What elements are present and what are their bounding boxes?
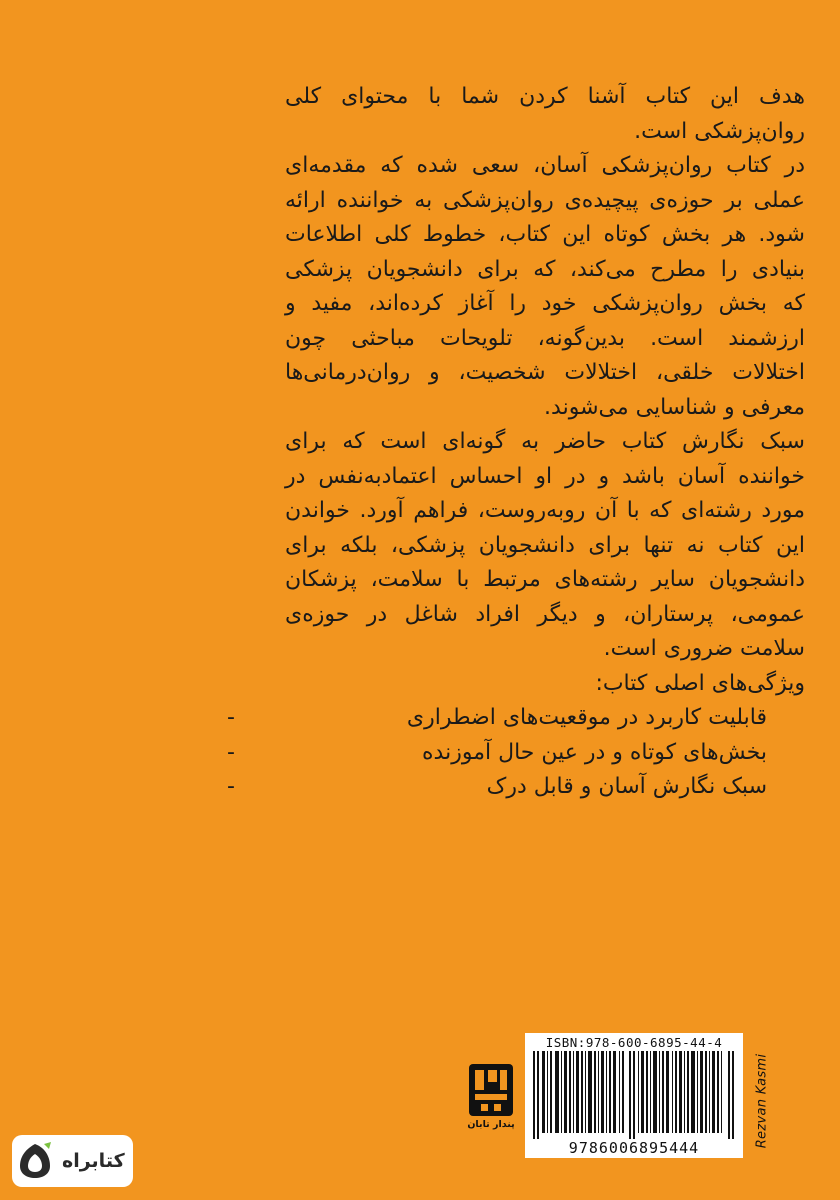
description-line: سلامت ضروری است. bbox=[603, 636, 805, 661]
description-line: در کتاب روان‌پزشکی آسان، سعی شده که مقدمه‌ای bbox=[285, 153, 805, 178]
feature-item bbox=[227, 736, 805, 771]
description-line: عمومی، پرستاران، و دیگر افراد شاغل در حوزه‌ی bbox=[285, 601, 805, 627]
feature-item bbox=[227, 701, 805, 736]
feature-text: سبک نگارش آسان و قابل درک bbox=[486, 774, 767, 799]
isbn-label: ISBN:978-600-6895-44-4 bbox=[545, 1035, 723, 1050]
description-line: هدف این کتاب آشنا کردن شما با محتوای کلی bbox=[285, 84, 805, 109]
publisher-logo bbox=[467, 1062, 515, 1134]
description-line: ارزشمند است. بدین‌گونه، تلویحات مباحثی چون bbox=[285, 325, 805, 351]
description-line: روان‌پزشکی است. bbox=[634, 118, 805, 144]
bullet-dash: - bbox=[227, 774, 235, 799]
description-line: اختلالات خلقی، اختلالات شخصیت، و روان‌درمانی‌ها bbox=[285, 360, 805, 385]
description-line: که بخش روان‌پزشکی خود را آغاز کرده‌اند، مفید و bbox=[285, 291, 805, 316]
author-signature bbox=[752, 1036, 772, 1166]
store-badge[interactable] bbox=[12, 1135, 133, 1187]
bullet-dash: - bbox=[227, 705, 235, 730]
badge-label: کتابراه bbox=[62, 1150, 125, 1172]
feature-text: قابلیت کاربرد در موقعیت‌های اضطراری bbox=[406, 705, 767, 730]
signature-text: Rezvan Kasmi bbox=[754, 1053, 770, 1149]
description-text bbox=[227, 80, 805, 805]
description-line: دانشجویان سایر رشته‌های مرتبط با سلامت، پزشکان bbox=[285, 567, 805, 592]
barcode-digits: 9786006895444 bbox=[568, 1139, 700, 1157]
description-line: عملی بر حوزه‌ی پیچیده‌ی روان‌پزشکی به خواننده ارائه bbox=[285, 187, 805, 213]
description-line: بنیادی را مطرح می‌کند، که برای دانشجویان پزشکی bbox=[285, 256, 805, 282]
bullet-dash: - bbox=[227, 739, 235, 765]
description-line: سبک نگارش کتاب حاضر به گونه‌ای است که برای bbox=[285, 429, 805, 454]
isbn-barcode bbox=[525, 1033, 743, 1158]
feature-text: بخش‌های کوتاه و در عین حال آموزنده bbox=[422, 739, 767, 765]
description-line: شود. هر بخش کوتاه این کتاب، خطوط کلی اطلاعات bbox=[285, 222, 805, 247]
barcode-bars bbox=[533, 1051, 735, 1139]
description-line: خواننده آسان باشد و در او احساس اعتمادبه‌نفس در bbox=[285, 463, 805, 489]
description-line: مورد رشته‌ای که با آن روبه‌روست، فراهم آورد. خواندن bbox=[285, 498, 805, 523]
description-line: این کتاب نه تنها برای دانشجویان پزشکی، بلکه برای bbox=[285, 532, 805, 558]
description-line: معرفی و شناسایی می‌شوند. bbox=[544, 394, 805, 420]
publisher-logo-icon bbox=[467, 1062, 515, 1118]
feature-item bbox=[227, 770, 805, 805]
features-heading: ویژگی‌های اصلی کتاب: bbox=[595, 670, 805, 696]
leaf-logo-icon bbox=[18, 1142, 52, 1180]
publisher-name: پندار تابان bbox=[467, 1119, 515, 1130]
